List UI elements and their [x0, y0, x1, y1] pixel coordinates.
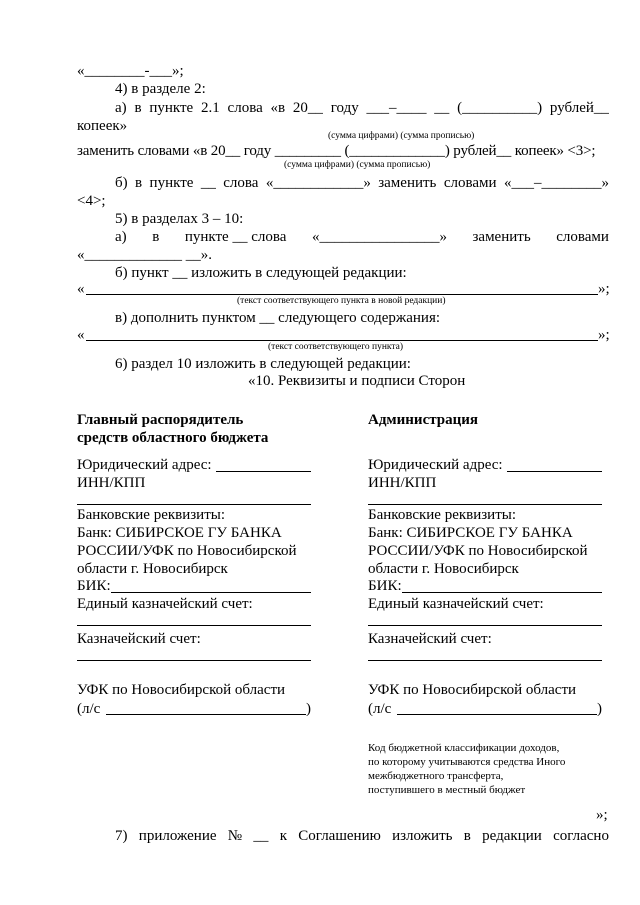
blank-line — [368, 504, 602, 505]
left-inn: ИНН/КПП — [77, 475, 146, 491]
right-bik: БИК: — [368, 578, 402, 594]
kbk-line-3: межбюджетного трансферта, — [368, 770, 504, 782]
blank-line — [77, 625, 311, 626]
left-ls: (л/с — [77, 701, 101, 717]
word: (__________) — [457, 100, 543, 116]
word: в — [134, 100, 142, 116]
item-5a-line — [115, 228, 609, 246]
line-kopecks: копеек» — [77, 118, 128, 134]
word: «в — [270, 100, 286, 116]
right-bank-2: РОССИИ/УФК по Новосибирской — [368, 543, 588, 559]
right-bank-3: области г. Новосибирск — [368, 561, 519, 577]
item-5c-line: в) дополнить пунктом __ следующего содержания: — [115, 310, 441, 326]
word: рублей__ — [549, 100, 609, 116]
blank-line — [507, 471, 602, 472]
left-bik: БИК: — [77, 578, 111, 594]
replace-line: заменить словами «в 20__ году _________ (_____________) рублей__ копеек» <3>; — [77, 143, 596, 159]
word: __ — [253, 828, 269, 844]
word: __ — [434, 100, 450, 116]
line-blank-quote: «_____________ __». — [77, 247, 212, 263]
word: согласно — [553, 828, 609, 844]
item-7-line — [115, 827, 609, 845]
kbk-line-1: Код бюджетной классификации доходов, — [368, 742, 560, 754]
blank-line — [397, 714, 597, 715]
blank-line — [216, 471, 311, 472]
word: «____________» — [265, 175, 371, 191]
item-5-heading: 5) в разделах 3 – 10: — [115, 211, 244, 227]
note-text: (текст соответствующего пункта) — [268, 342, 404, 352]
left-legal-address: Юридический адрес: — [77, 457, 212, 473]
blank-line — [368, 660, 602, 661]
word: пункте — [149, 175, 194, 191]
line-closing-quote: «________-___»; — [77, 63, 184, 79]
blank-line — [402, 592, 602, 593]
blank-line — [86, 294, 598, 295]
close-quote: »; — [598, 327, 610, 343]
item-4b-line — [115, 174, 609, 192]
word: словами — [443, 175, 497, 191]
open-quote: « — [77, 327, 85, 343]
left-ls-close: ) — [306, 701, 311, 717]
blank-line — [77, 504, 311, 505]
left-bank-1: Банк: СИБИРСКОЕ ГУ БАНКА — [77, 525, 282, 541]
closing-quote: »; — [596, 807, 608, 823]
word: редакции — [482, 828, 542, 844]
word: а) — [115, 229, 127, 245]
word: году — [330, 100, 359, 116]
word: ___–____ — [366, 100, 427, 116]
note-new-edition: (текст соответствующего пункта в новой редакции) — [237, 296, 446, 306]
word: слова — [223, 175, 259, 191]
item-5b-line: б) пункт __ изложить в следующей редакции: — [115, 265, 407, 281]
word: заменить — [378, 175, 437, 191]
item-4-heading: 4) в разделе 2: — [115, 81, 206, 97]
blank-line — [77, 660, 311, 661]
left-treasury-single: Единый казначейский счет: — [77, 596, 253, 612]
word: словами — [556, 229, 609, 245]
right-legal-address: Юридический адрес: — [368, 457, 503, 473]
blank-line — [111, 592, 311, 593]
right-treasury: Казначейский счет: — [368, 631, 492, 647]
footnote-ref-4: <4>; — [77, 193, 106, 209]
word: 7) — [115, 828, 128, 844]
item-4a-line — [115, 99, 609, 117]
close-quote: »; — [598, 281, 610, 297]
word: приложение — [138, 828, 217, 844]
left-bank-2: РОССИИ/УФК по Новосибирской — [77, 543, 297, 559]
word: в — [152, 229, 160, 245]
word: в — [135, 175, 143, 191]
word: в — [463, 828, 471, 844]
item-6-line: 6) раздел 10 изложить в следующей редакции: — [115, 356, 411, 372]
word: б) — [115, 175, 128, 191]
word: изложить — [392, 828, 453, 844]
word: пункте __ слова — [184, 229, 287, 245]
left-bank-req: Банковские реквизиты: — [77, 507, 226, 523]
kbk-line-2: по которому учитываются средства Иного — [368, 756, 566, 768]
right-ls: (л/с — [368, 701, 392, 717]
section-title: «10. Реквизиты и подписи Сторон — [248, 373, 466, 389]
right-inn: ИНН/КПП — [368, 475, 437, 491]
word: Соглашению — [298, 828, 381, 844]
right-bank-1: Банк: СИБИРСКОЕ ГУ БАНКА — [368, 525, 573, 541]
right-ls-close: ) — [597, 701, 602, 717]
word: 20__ — [292, 100, 323, 116]
word: пункте — [149, 100, 194, 116]
word: к — [279, 828, 287, 844]
open-quote: « — [77, 281, 85, 297]
left-ufk: УФК по Новосибирской области — [77, 682, 286, 698]
right-bank-req: Банковские реквизиты: — [368, 507, 517, 523]
word: № — [227, 828, 243, 844]
word: заменить — [472, 229, 531, 245]
word: «________________» — [311, 229, 447, 245]
word: слова — [227, 100, 263, 116]
note-sum-2: (сумма цифрами) (сумма прописью) — [284, 160, 431, 170]
blank-line — [368, 625, 602, 626]
right-treasury-single: Единый казначейский счет: — [368, 596, 544, 612]
left-treasury: Казначейский счет: — [77, 631, 201, 647]
left-bank-3: области г. Новосибирск — [77, 561, 228, 577]
word: 2.1 — [201, 100, 220, 116]
note-sum: (сумма цифрами) (сумма прописью) — [328, 131, 475, 141]
right-ufk: УФК по Новосибирской области — [368, 682, 577, 698]
blank-line — [86, 340, 598, 341]
kbk-line-4: поступившего в местный бюджет — [368, 784, 526, 796]
word: а) — [115, 100, 127, 116]
left-title-2: средств областного бюджета — [77, 430, 269, 446]
left-title-1: Главный распорядитель — [77, 412, 244, 428]
word: __ — [200, 175, 216, 191]
blank-line — [106, 714, 306, 715]
word: «___–________» — [503, 175, 609, 191]
right-title-1: Администрация — [368, 412, 479, 428]
